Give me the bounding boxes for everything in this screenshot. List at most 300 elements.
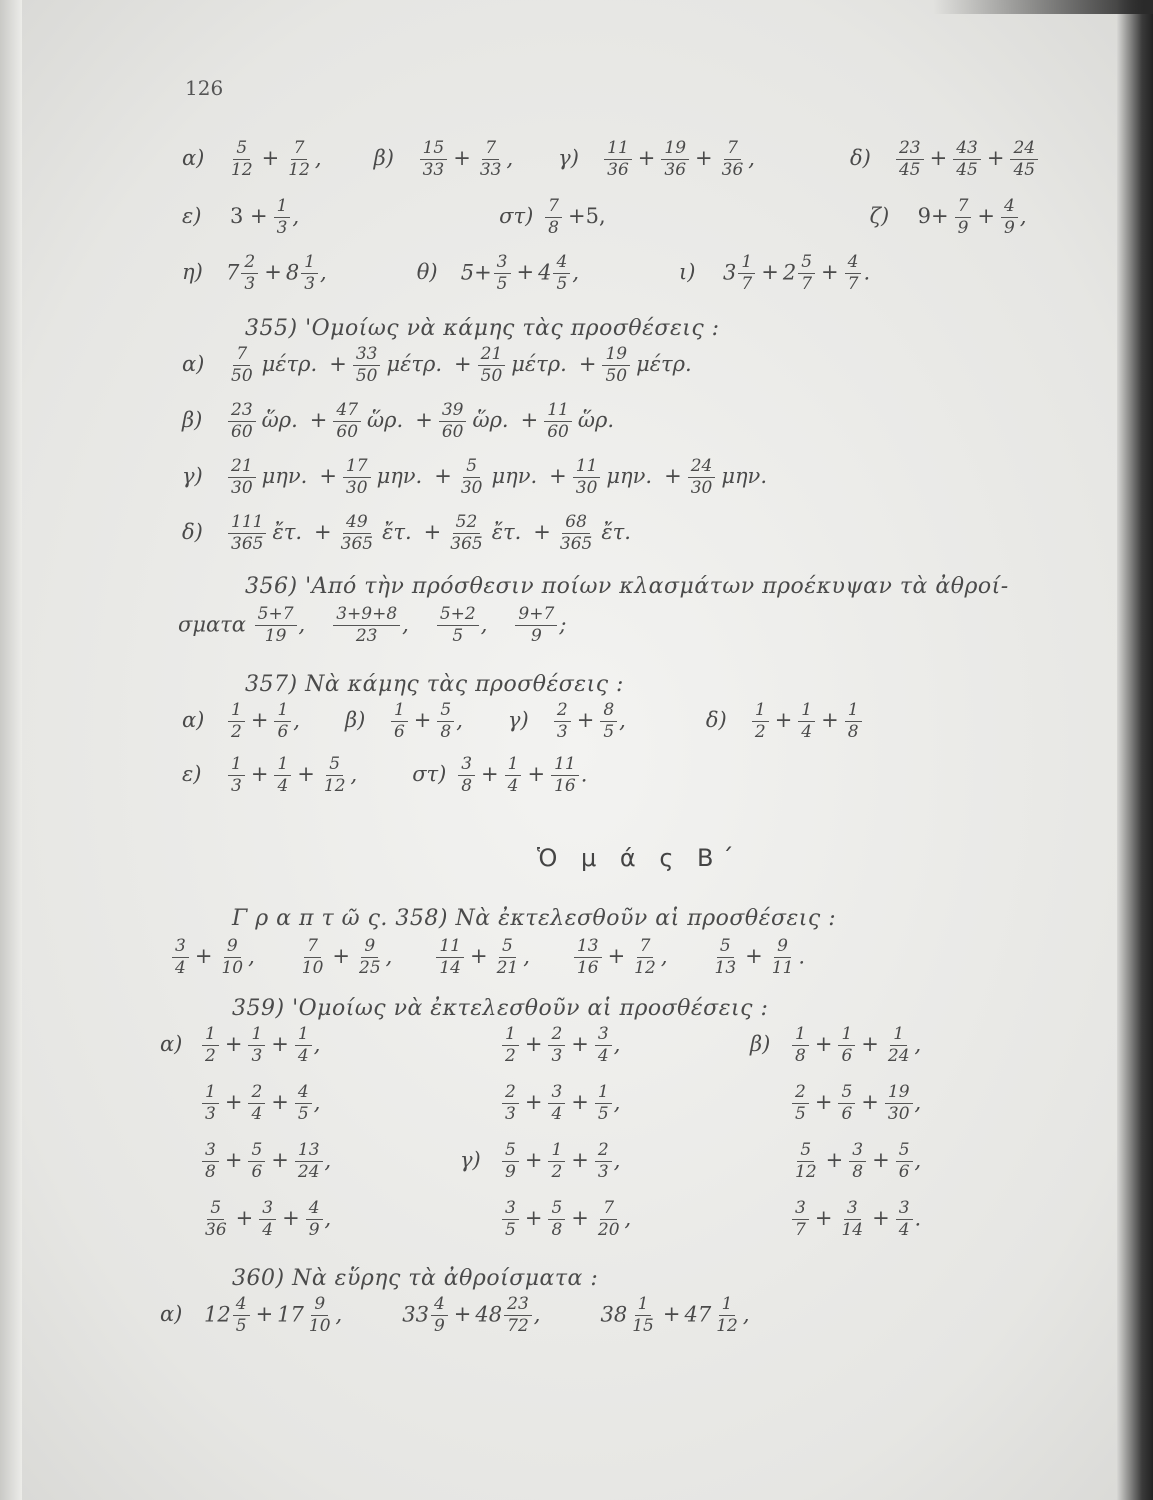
numerator: 5: [207, 1200, 224, 1220]
fraction: [719, 140, 747, 180]
ex355-heading: 355) 'Ομοίως νὰ κάμης τὰς προσθέσεις :: [245, 316, 720, 341]
exercise-item: [374, 140, 514, 180]
exercise-item: [182, 756, 357, 796]
ex354-row2: [182, 198, 1027, 238]
numerator: 5+2: [437, 606, 479, 626]
plus-sign: +: [524, 1032, 543, 1057]
denominator: 60: [441, 421, 464, 442]
fraction: [233, 1296, 250, 1336]
numerator: 1: [274, 756, 291, 776]
mixed-sum: [204, 1296, 342, 1336]
denominator: 6: [393, 721, 405, 742]
numerator: 111: [228, 514, 266, 534]
fraction: [792, 1026, 809, 1066]
item-label: θ): [416, 260, 438, 285]
plus-sign: +: [332, 944, 351, 969]
punctuation: ,: [292, 204, 300, 229]
denominator: 21: [496, 957, 519, 978]
fraction: [437, 702, 454, 742]
plus-sign: +: [434, 464, 452, 489]
sum-fraction: [513, 606, 566, 646]
exercise-item: [706, 702, 864, 742]
punctuation: ,: [313, 1032, 321, 1057]
numerator: 3: [548, 1084, 565, 1104]
page-left-shadow: [0, 0, 22, 1500]
ex356-prefix: σματα: [178, 612, 253, 637]
plus-sign: +: [415, 408, 433, 433]
fraction: [202, 1084, 219, 1124]
whole-part: 12: [204, 1302, 231, 1327]
fraction: [295, 1084, 312, 1124]
mixed-sum: [600, 1296, 749, 1336]
unit-label: ὥρ.: [367, 408, 404, 433]
ex355-rows: [182, 346, 775, 570]
plus-sign: +: [194, 944, 213, 969]
numerator: 1: [548, 1142, 565, 1162]
item-label: α): [160, 1302, 183, 1327]
numerator: 7: [637, 938, 654, 958]
plus-sign: +: [224, 1148, 243, 1173]
numerator: 1: [792, 1026, 809, 1046]
punctuation: ,: [533, 1302, 541, 1327]
unit-label: μην.: [721, 464, 767, 489]
fraction: [1001, 198, 1018, 238]
denominator: 365: [231, 533, 264, 554]
denominator: 12: [634, 957, 656, 978]
ex357-row2: [182, 756, 587, 796]
punctuation: ,: [385, 944, 393, 969]
denominator: 16: [554, 775, 576, 796]
fraction: [595, 1200, 623, 1240]
fraction: [738, 254, 755, 294]
numerator: 1: [890, 1026, 907, 1046]
denominator: 3: [251, 1045, 263, 1066]
fraction: [548, 1084, 565, 1124]
fraction: [274, 702, 291, 742]
numerator: 7: [233, 346, 250, 366]
fraction: [494, 938, 522, 978]
item-label: α): [182, 352, 205, 377]
exercise-item: [417, 254, 579, 294]
denominator: 4: [175, 957, 186, 978]
denominator: 5: [297, 1103, 309, 1124]
fraction: [477, 140, 505, 180]
fraction: [202, 1200, 230, 1240]
column-row: [160, 1142, 331, 1200]
denominator: 10: [221, 957, 244, 978]
numerator: 68: [562, 514, 590, 534]
denominator: 7: [795, 1219, 806, 1240]
fraction: [356, 938, 384, 978]
denominator: 8: [461, 775, 473, 796]
numerator: 1: [845, 702, 862, 722]
fraction: [420, 140, 448, 180]
denominator: 36: [664, 159, 687, 180]
plus-sign: +: [524, 1206, 543, 1231]
denominator: 3: [304, 273, 316, 294]
numerator: 4: [553, 254, 570, 274]
denominator: 12: [288, 159, 310, 180]
exercise-item: [182, 702, 300, 742]
numerator: 5: [548, 1200, 565, 1220]
numerator: 9: [311, 1296, 328, 1316]
fraction: [504, 1296, 532, 1336]
unit-label: μέτρ.: [511, 352, 567, 377]
numerator: 9: [224, 938, 241, 958]
fraction: [255, 606, 297, 646]
numerator: 24: [1010, 140, 1038, 160]
numerator: 1: [838, 1026, 855, 1046]
numerator: 3: [259, 1200, 276, 1220]
fraction: [602, 346, 630, 386]
numerator: 4: [431, 1296, 448, 1316]
fraction: [845, 702, 862, 742]
numerator: 5: [248, 1142, 265, 1162]
fraction: [228, 702, 245, 742]
plus-sign: +: [481, 762, 499, 787]
punctuation: ,: [624, 1206, 632, 1231]
punctuation: ,: [480, 612, 488, 637]
numerator: 1: [301, 254, 318, 274]
denominator: 13: [714, 957, 737, 978]
fraction: [845, 254, 862, 294]
fraction: [333, 606, 400, 646]
fraction: [849, 1142, 866, 1182]
item-label: γ): [507, 708, 529, 733]
plus-sign: +: [319, 464, 337, 489]
denominator: 14: [841, 1219, 864, 1240]
denominator: 60: [547, 421, 569, 442]
column-row: [460, 1084, 631, 1142]
numerator: 7: [600, 1200, 617, 1220]
column-row: [750, 1084, 921, 1142]
fraction: [515, 606, 557, 646]
numerator: 11: [436, 938, 464, 958]
plus-sign: +: [516, 260, 535, 285]
exercise-item: [182, 254, 327, 294]
denominator: 15: [632, 1315, 654, 1336]
numerator: 1: [274, 702, 291, 722]
numerator: 11: [551, 756, 579, 776]
fraction: [248, 1084, 265, 1124]
exercise-item: [170, 938, 255, 978]
fraction: [274, 198, 291, 238]
denominator: 7: [741, 273, 753, 294]
plus-sign: +: [745, 944, 763, 969]
item-label: δ): [849, 146, 871, 171]
denominator: 3: [556, 721, 568, 742]
numerator: 43: [953, 140, 981, 160]
fraction: [548, 1026, 565, 1066]
exercise-item: [412, 756, 587, 796]
plus-sign: +: [662, 1302, 681, 1327]
fraction: [553, 254, 570, 294]
fraction: [661, 140, 689, 180]
plus-sign: +: [413, 708, 432, 733]
numerator: 4: [845, 254, 862, 274]
denominator: 3: [205, 1103, 216, 1124]
punctuation: ,: [335, 1302, 343, 1327]
ex360-heading: 360) Νὰ εὕρης τὰ ἀθροίσματα :: [232, 1266, 599, 1291]
denominator: 30: [231, 477, 253, 498]
numerator: 5: [717, 938, 734, 958]
denominator: 5: [795, 1103, 806, 1124]
item-label: δ): [182, 520, 203, 545]
plus-sign: +: [264, 260, 282, 285]
fraction: [353, 346, 381, 386]
denominator: 36: [721, 159, 744, 180]
plus-sign: +: [282, 1206, 300, 1231]
plus-sign: +: [571, 1090, 589, 1115]
plus-sign: +: [271, 1148, 289, 1173]
denominator: 9: [308, 1219, 320, 1240]
denominator: 5: [556, 273, 568, 294]
whole-term: 9+: [917, 204, 949, 229]
denominator: 45: [956, 159, 978, 180]
fraction: [885, 1026, 913, 1066]
unit-label: μην.: [491, 464, 538, 489]
denominator: 50: [480, 365, 503, 386]
plus-sign: +: [929, 146, 948, 171]
denominator: 50: [355, 365, 378, 386]
punctuation: ,: [314, 146, 322, 171]
denominator: 3: [597, 1161, 609, 1182]
plus-sign: +: [250, 762, 269, 787]
denominator: 5: [505, 1219, 516, 1240]
fraction: [838, 1084, 855, 1124]
sum-fraction: [435, 606, 488, 646]
fraction: [218, 938, 246, 978]
punctuation: ,: [914, 1032, 922, 1057]
fraction: [228, 514, 266, 554]
numerator: 13: [574, 938, 602, 958]
numerator: 7: [955, 198, 972, 218]
numerator: 2: [502, 1084, 519, 1104]
fraction: [228, 140, 256, 180]
denominator: 8: [551, 1219, 563, 1240]
numerator: 39: [439, 402, 467, 422]
numerator: 23: [228, 402, 256, 422]
denominator: 4: [251, 1103, 263, 1124]
exercise-item: [870, 198, 1027, 238]
plus-sign: +: [664, 464, 682, 489]
fraction: [306, 1296, 334, 1336]
numerator: 3: [595, 1026, 612, 1046]
plus-sign: +: [821, 260, 839, 285]
denominator: 6: [841, 1103, 853, 1124]
numerator: 3: [844, 1200, 861, 1220]
item-label: η): [182, 260, 203, 285]
denominator: 9: [1004, 217, 1015, 238]
punctuation: ,: [320, 260, 327, 285]
fraction: [458, 756, 475, 796]
denominator: 72: [507, 1315, 529, 1336]
column-row: [460, 1200, 631, 1258]
plus-sign: +: [329, 352, 347, 377]
denominator: 9: [957, 217, 969, 238]
plus-sign: +: [774, 708, 793, 733]
plus-sign: +: [271, 1090, 289, 1115]
denominator: 36: [205, 1219, 227, 1240]
numerator: 5: [798, 254, 815, 274]
numerator: 1: [248, 1026, 265, 1046]
exercise-item: [710, 938, 806, 978]
plus-sign: +: [872, 1148, 890, 1173]
group-b-title: Ὁ μ ά ς Β΄: [537, 844, 742, 872]
denominator: 3: [505, 1103, 516, 1124]
fraction: [285, 140, 313, 180]
plus-sign: +: [571, 1148, 589, 1173]
numerator: 1: [228, 702, 245, 722]
numerator: 19: [602, 346, 630, 366]
plus-sign: +: [825, 1148, 844, 1173]
plus-sign: +: [571, 1032, 589, 1057]
punctuation: .: [914, 1206, 922, 1231]
denominator: 4: [297, 1045, 309, 1066]
plus-sign: +: [224, 1032, 243, 1057]
ex359-col3: [750, 1026, 921, 1258]
fraction: [573, 458, 601, 498]
numerator: 4: [1001, 198, 1018, 218]
ex357-row1: [182, 702, 864, 742]
item-label: α): [182, 708, 205, 733]
punctuation: ,: [572, 260, 579, 285]
numerator: 3: [172, 938, 189, 958]
plus-sign: +: [814, 1032, 833, 1057]
fraction: [172, 938, 189, 978]
denominator: 6: [277, 721, 289, 742]
whole-term: +5,: [567, 204, 606, 229]
numerator: 3: [202, 1142, 219, 1162]
numerator: 2: [792, 1084, 809, 1104]
fraction: [574, 938, 602, 978]
denominator: 7: [847, 273, 859, 294]
fraction: [792, 1142, 820, 1182]
fraction: [1010, 140, 1038, 180]
numerator: 11: [604, 140, 632, 160]
denominator: 365: [450, 533, 483, 554]
numerator: 23: [896, 140, 924, 160]
fraction: [502, 1142, 519, 1182]
fraction: [478, 346, 506, 386]
fraction: [502, 1084, 519, 1124]
punctuation: ,: [313, 1090, 321, 1115]
unit-label: ἔτ.: [272, 520, 303, 545]
punctuation: ,: [298, 612, 306, 637]
exercise-item: [182, 140, 322, 180]
unit-label: μέτρ.: [636, 352, 692, 377]
item-label: α): [160, 1032, 183, 1057]
fraction: [502, 1200, 519, 1240]
unit-label: μην.: [261, 464, 308, 489]
denominator: 30: [345, 477, 368, 498]
fraction: [333, 402, 361, 442]
numerator: 1: [505, 756, 522, 776]
fraction: [301, 254, 318, 294]
sum-fraction: [253, 606, 306, 646]
whole-term: 3 +: [230, 204, 268, 229]
denominator: 14: [439, 957, 461, 978]
denominator: 5: [496, 273, 508, 294]
numerator: 5: [838, 1084, 855, 1104]
plus-sign: +: [224, 1090, 243, 1115]
denominator: 12: [795, 1161, 817, 1182]
denominator: 4: [801, 721, 813, 742]
numerator: 8: [600, 702, 617, 722]
ex358-items: [170, 938, 805, 978]
fraction: [798, 702, 815, 742]
numerator: 5: [499, 938, 516, 958]
numerator: 5: [326, 756, 343, 776]
denominator: 16: [576, 957, 599, 978]
numerator: 4: [295, 1084, 312, 1104]
numerator: 3+9+8: [333, 606, 400, 626]
item-label: β): [344, 708, 366, 733]
ex358-heading-line: [232, 906, 836, 931]
denominator: 6: [251, 1161, 263, 1182]
denominator: 4: [262, 1219, 274, 1240]
fraction: [502, 1026, 519, 1066]
numerator: 7: [545, 198, 562, 218]
plus-sign: +: [861, 1032, 879, 1057]
exercise-item: [297, 938, 393, 978]
column-row: [160, 1026, 331, 1084]
fraction: [838, 1026, 855, 1066]
item-label: γ): [182, 464, 203, 489]
numerator: 4: [306, 1200, 323, 1220]
numerator: 2: [595, 1142, 612, 1162]
fraction: [228, 458, 256, 498]
fraction: [896, 140, 924, 180]
numerator: 1: [719, 1296, 736, 1316]
fraction: [557, 514, 595, 554]
numerator: 7: [291, 140, 308, 160]
fraction: [241, 254, 258, 294]
fraction: [955, 198, 972, 238]
denominator: 5: [452, 625, 464, 646]
fraction: [458, 458, 486, 498]
ex356-line2: [178, 606, 566, 646]
plus-sign: +: [986, 146, 1005, 171]
fraction: [600, 702, 617, 742]
item-label: ζ): [869, 204, 890, 229]
item-label: β): [750, 1032, 771, 1057]
plus-sign: +: [453, 146, 471, 171]
fraction: [953, 140, 981, 180]
numerator: 2: [548, 1026, 565, 1046]
numerator: 5: [502, 1142, 519, 1162]
item-label: ε): [182, 204, 202, 229]
unit-row: [182, 514, 775, 570]
plus-sign: +: [314, 520, 332, 545]
denominator: 2: [205, 1045, 216, 1066]
denominator: 10: [301, 957, 324, 978]
fraction: [896, 1200, 913, 1240]
numerator: 9: [361, 938, 378, 958]
plus-sign: +: [524, 1090, 543, 1115]
numerator: 1: [595, 1084, 612, 1104]
punctuation: ,: [350, 762, 358, 787]
plus-sign: +: [235, 1206, 254, 1231]
denominator: 10: [308, 1315, 331, 1336]
plus-sign: +: [261, 146, 280, 171]
denominator: 4: [898, 1219, 910, 1240]
plus-sign: +: [533, 520, 551, 545]
column-row: [750, 1142, 921, 1200]
plus-sign: +: [571, 1206, 589, 1231]
punctuation: ,: [523, 944, 530, 969]
plus-sign: +: [520, 408, 539, 433]
